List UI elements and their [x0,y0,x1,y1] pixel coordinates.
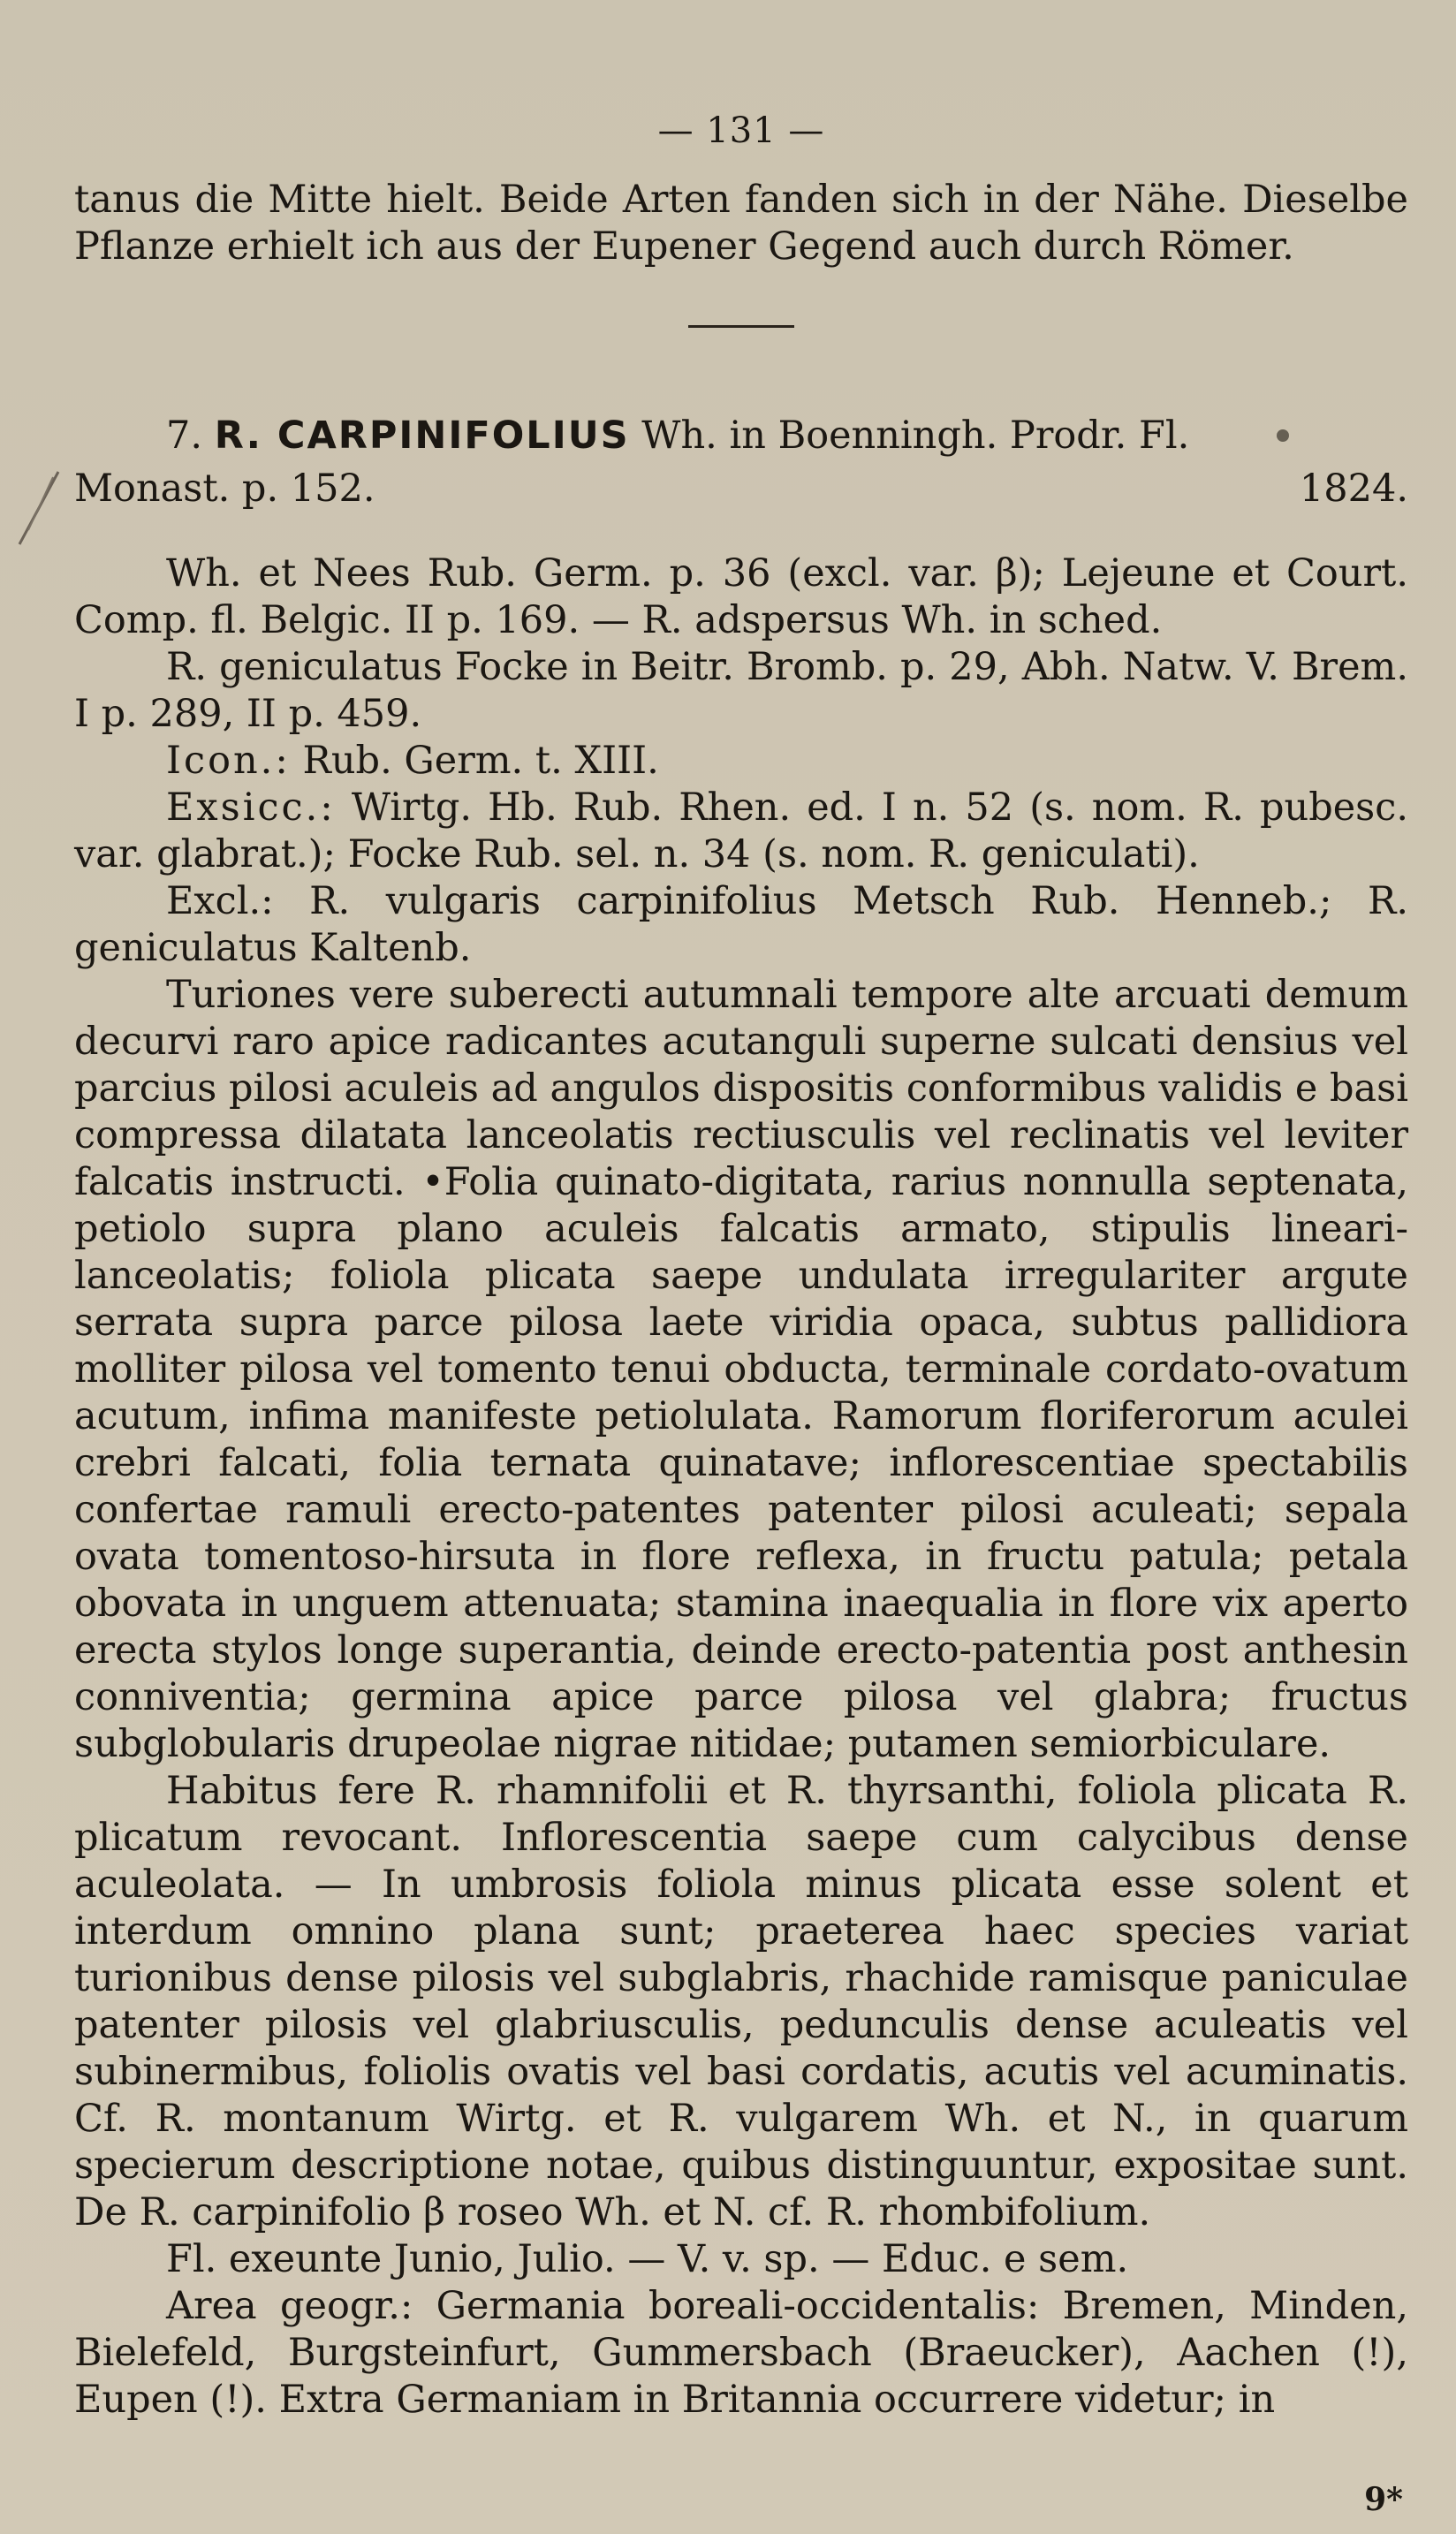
species-authority: Wh. in Boenningh. Prodr. Fl. [641,413,1190,458]
icon-text: Rub. Germ. t. XIII. [302,739,659,783]
species-publication-line [74,462,1408,515]
synonym-1: Wh. et Nees Rub. Germ. p. 36 (excl. var. β); Lejeune et Court. Comp. fl. Belgic. II p. 169. — R. adspersus Wh. in sched. [74,551,1408,642]
description-paragraph: Turiones vere suberecti autumnali tempore alte arcuati demum decurvi raro apice radicantes acutanguli superne sulcati densius vel parcius pilosi aculeis ad angulos dispositis conformibus validis e basi compressa dilatata lanceolatis rectiusculis vel reclinatis vel leviter falcatis instructi. •Folia quinato-digitata, rarius nonnulla septenata, petiolo supra plano aculeis falcatis armato, stipulis lineari-lanceolatis; foliola plicata saepe undulata irregulariter argute serrata supra parce pilosa laete viridia opaca, subtus pallidiora molliter pilosa vel tomento tenui obducta, terminale cordato-ovatum acutum, infima manifeste petiolulata. Ramorum floriferorum aculei crebri falcati, folia ternata quinatave; inflorescentiae spectabilis confertae ramuli erecto-patentes patenter pilosi aculeati; sepala ovata tomentoso-hirsuta in flore reflexa, in fructu patula; petala obovata in unguem attenuata; stamina inaequalia in flore vix aperto erecta stylos longe superantia, deinde erecto-patentia post anthesin conniventia; germina apice parce pilosa vel glabra; fructus subglobularis drupeolae nigrae nitidae; putamen semiorbiculare. [74,973,1408,1766]
exsiccatae-reference [74,785,1408,878]
species-number: 7. [166,413,203,458]
signature-mark: 9* [1364,2481,1403,2518]
pencil-mark-icon [12,468,65,548]
icon-label: Icon.: [166,739,291,783]
ink-spot [1277,429,1289,442]
species-publication: Monast. p. 152. [74,467,375,511]
habitus-paragraph: Habitus fere R. rhamnifolii et R. thyrsanthi, foliola plicata R. plicatum revocant. Inflorescentia saepe cum calycibus dense aculeolata. — In umbrosis foliola minus plicata esse solent et interdum omnino plana sunt; praeterea haec species variat turionibus dense pilosis vel subglabris, rhachide ramisque paniculae patenter pilosis vel glabriusculis, pedunculis dense aculeatis vel subinermibus, foliolis ovatis vel basi cordatis, acutis vel acuminatis. Cf. R. montanum Wirtg. et R. vulgarem Wh. et N., in quarum specierum descriptione notae, quibus distinguuntur, expositae sunt. De R. carpinifolio β roseo Wh. et N. cf. R. rhombifolium. [74,1769,1408,2234]
exsicc-label: Exsicc.: [166,785,336,830]
excluded-reference [74,878,1408,972]
excl-label: Excl.: [166,879,274,923]
species-name: R. CARPINIFOLIUS [214,413,630,458]
section-divider [688,325,794,328]
intro-paragraph: tanus die Mitte hielt. Beide Arten fanden sich in der Nähe. Dieselbe Pflanze erhielt ich aus der Eupener Gegend auch durch Römer. [74,178,1408,269]
species-year: 1824. [1299,467,1408,511]
flowering-line: Fl. exeunte Junio, Julio. — V. v. sp. — Educ. e sem. [166,2237,1129,2281]
synonym-2: R. geniculatus Focke in Beitr. Bromb. p. 29, Abh. Natw. V. Brem. I p. 289, II p. 459. [74,645,1408,736]
exsicc-text: Wirtg. Hb. Rub. Rhen. ed. I n. 52 (s. nom. R. pubesc. var. glabrat.); Focke Rub. sel. n. 34 (s. nom. R. geniculati). [74,785,1408,876]
area-paragraph: Area geogr.: Germania boreali-occidentalis: Bremen, Minden, Bielefeld, Burgsteinfurt, Gummersbach (Braeucker), Aachen (!), Eupen (!). Extra Germaniam in Britannia occurrere videtur; in [74,2284,1408,2422]
excl-text: R. vulgaris carpinifolius Metsch Rub. Henneb.; R. geniculatus Kaltenb. [74,879,1408,970]
page-number: — 131 — [657,110,825,151]
species-heading [74,409,1408,462]
icon-reference [74,738,1408,785]
